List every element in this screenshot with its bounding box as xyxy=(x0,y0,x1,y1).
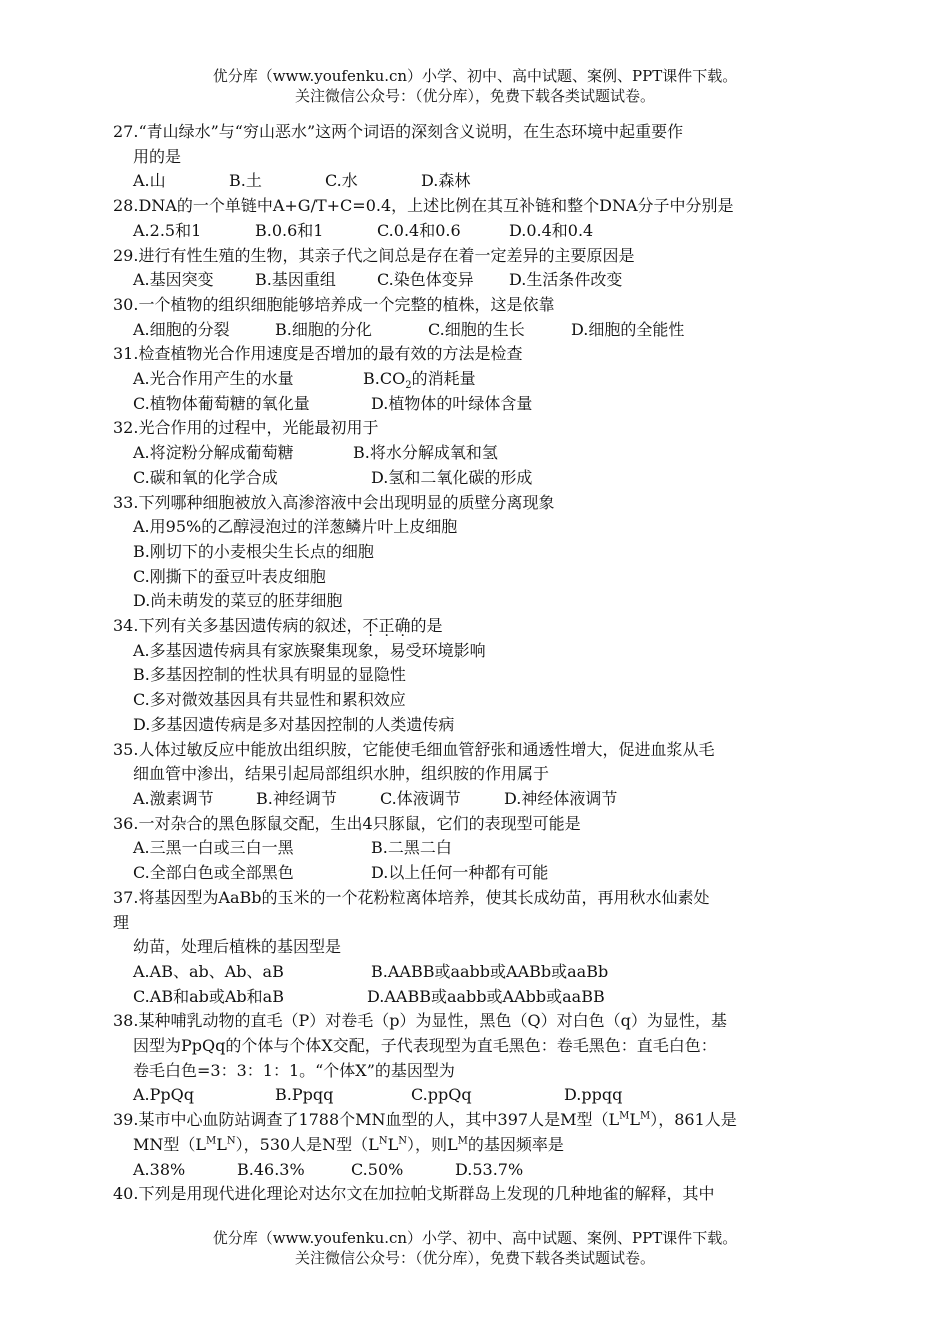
option-b: B.AABB或aabb或AABb或aaBb xyxy=(371,961,609,981)
options-row xyxy=(113,787,843,812)
emphasis-char: 不 xyxy=(362,616,379,636)
footer-line-2: 关注微信公众号：（优分库），免费下载各类试题试卷。 xyxy=(294,1249,655,1267)
option-d: D.AABB或aabb或AAbb或aaBB xyxy=(367,986,605,1006)
options-row xyxy=(113,985,843,1010)
superscript: N xyxy=(398,1135,407,1147)
header-line-1: 优分库（www.youfenku.cn）小学、初中、高中试题、案例、PPT课件下载。 xyxy=(212,67,738,85)
option-c: C.0.4和0.6 xyxy=(377,220,461,240)
option-d: D.ppqq xyxy=(564,1085,623,1105)
option-c: C.刚撕下的蚕豆叶表皮细胞 xyxy=(133,566,326,586)
question-37 xyxy=(113,886,843,1010)
option-a: A.细胞的分裂 xyxy=(133,319,230,339)
option-a: A.AB、ab、Ab、aB xyxy=(133,961,284,981)
stem-text: 34.下列有关多基因遗传病的叙述， xyxy=(113,616,363,636)
option-b-text: B.CO xyxy=(363,369,406,389)
question-stem-cont: 用的是 xyxy=(133,146,182,166)
footer-line-1: 优分库（www.youfenku.cn）小学、初中、高中试题、案例、PPT课件下载。 xyxy=(212,1229,738,1247)
question-stem: 40.下列是用现代进化理论对达尔文在加拉帕戈斯群岛上发现的几种地雀的解释，其中 xyxy=(113,1184,715,1204)
question-stem: 37.将基因型为AaBb的玉米的一个花粉粒离体培养，使其长成幼苗，再用秋水仙素处 xyxy=(113,887,710,907)
emphasis-char: 正 xyxy=(378,616,395,636)
option-b: B.神经调节 xyxy=(256,788,337,808)
question-stem-cont: 幼苗，处理后植株的基因型是 xyxy=(133,937,342,957)
question-31 xyxy=(113,342,843,416)
stem-text: ），530人是N型（L xyxy=(235,1134,379,1154)
option-d: D.以上任何一种都有可能 xyxy=(371,863,549,883)
superscript: M xyxy=(206,1135,217,1147)
option-d: D.0.4和0.4 xyxy=(509,220,594,240)
option-a: A.山 xyxy=(133,171,166,191)
options-row xyxy=(113,1083,843,1108)
question-stem: 29.进行有性生殖的生物，其亲子代之间总是存在着一定差异的主要原因是 xyxy=(113,245,635,265)
option-c: C.染色体变异 xyxy=(377,270,474,290)
question-38 xyxy=(113,1009,843,1108)
option-a: A.多基因遗传病具有家族聚集现象，易受环境影响 xyxy=(133,640,486,660)
option-c: C.AB和ab或Ab和aB xyxy=(133,986,284,1006)
option-a: A.基因突变 xyxy=(133,270,214,290)
question-stem: 35.人体过敏反应中能放出组织胺，它能使毛细血管舒张和通透性增大，促进血浆从毛 xyxy=(113,739,715,759)
header-line-2: 关注微信公众号：（优分库），免费下载各类试题试卷。 xyxy=(294,87,655,105)
question-stem: 32.光合作用的过程中，光能最初用于 xyxy=(113,418,379,438)
question-39 xyxy=(113,1108,843,1182)
option-a: A.PpQq xyxy=(133,1085,195,1105)
question-32 xyxy=(113,416,843,490)
question-33 xyxy=(113,491,843,615)
option-b-text-tail: 的消耗量 xyxy=(411,369,476,389)
question-stem: 33.下列哪种细胞被放入高渗溶液中会出现明显的质壁分离现象 xyxy=(113,492,555,512)
option-b: B.多基因控制的性状具有明显的显隐性 xyxy=(133,665,406,685)
question-29 xyxy=(113,244,843,293)
emphasis-char: 确 xyxy=(394,616,411,636)
options-row xyxy=(113,960,843,985)
question-stem: 31.检查植物光合作用速度是否增加的最有效的方法是检查 xyxy=(113,344,523,364)
option-c: C.全部白色或全部黑色 xyxy=(133,863,294,883)
question-stem: 28.DNA的一个单链中A+G/T+C=0.4，上述比例在其互补链和整个DNA分子中分别是 xyxy=(113,196,734,216)
stem-text: L xyxy=(629,1110,640,1130)
superscript: N xyxy=(226,1135,236,1147)
option-a: A.将淀粉分解成葡萄糖 xyxy=(133,443,294,463)
options-row xyxy=(113,169,843,194)
option-c: C.细胞的生长 xyxy=(428,319,525,339)
option-d: D.多基因遗传病是多对基因控制的人类遗传病 xyxy=(133,714,455,734)
stem-text: L xyxy=(216,1134,227,1154)
option-c: C.植物体葡萄糖的氧化量 xyxy=(133,393,310,413)
question-stem: 38.某种哺乳动物的直毛（P）对卷毛（p）为显性，黑色（Q）对白色（q）为显性，基 xyxy=(113,1011,727,1031)
question-stem: 30.一个植物的组织细胞能够培养成一个完整的植株，这是依靠 xyxy=(113,294,555,314)
page-header xyxy=(0,66,950,106)
question-list xyxy=(113,120,843,1207)
option-c: C.碳和氧的化学合成 xyxy=(133,467,278,487)
stem-text: ），则L xyxy=(406,1134,458,1154)
stem-text-tail: 的基因频率是 xyxy=(467,1134,564,1154)
option-d: D.53.7% xyxy=(455,1159,524,1179)
question-35 xyxy=(113,738,843,812)
options-row xyxy=(113,367,843,392)
option-b: B.土 xyxy=(229,171,262,191)
option-b: B.二黑二白 xyxy=(371,838,452,858)
question-30 xyxy=(113,293,843,342)
option-c: C.50% xyxy=(351,1159,404,1179)
option-a: A.光合作用产生的水量 xyxy=(133,369,294,389)
question-28 xyxy=(113,194,843,243)
options-row xyxy=(113,392,843,417)
question-36 xyxy=(113,812,843,886)
stem-text-tail: ），861人是 xyxy=(650,1110,737,1130)
option-b: B.46.3% xyxy=(237,1159,305,1179)
option-b: B.基因重组 xyxy=(255,270,336,290)
options-row xyxy=(113,1158,843,1183)
option-b: B.Ppqq xyxy=(275,1085,334,1105)
option-a: A.2.5和1 xyxy=(133,220,202,240)
options-row xyxy=(113,219,843,244)
options-row xyxy=(113,318,843,343)
question-stem-cont: 卷毛白色=3：3：1：1。“个体X”的基因型为 xyxy=(133,1060,455,1080)
question-27 xyxy=(113,120,843,194)
page-footer xyxy=(0,1228,950,1268)
options-row xyxy=(113,441,843,466)
superscript: M xyxy=(457,1135,468,1147)
question-40 xyxy=(113,1182,843,1207)
option-a: A.三黑一白或三白一黑 xyxy=(133,838,294,858)
stem-text: 39.某市中心血防站调查了1788个MN血型的人，其中397人是M型（L xyxy=(113,1110,620,1130)
option-a: A.38% xyxy=(133,1159,186,1179)
option-b: B.将水分解成氧和氢 xyxy=(353,443,498,463)
option-a: A.用95%的乙醇浸泡过的洋葱鳞片叶上皮细胞 xyxy=(133,517,458,537)
option-d: D.尚未萌发的菜豆的胚芽细胞 xyxy=(133,591,343,611)
question-stem-cont: 细血管中渗出，结果引起局部组织水肿，组织胺的作用属于 xyxy=(133,764,550,784)
option-c: C.多对微效基因具有共显性和累积效应 xyxy=(133,690,406,710)
superscript: N xyxy=(378,1135,388,1147)
option-d: D.森林 xyxy=(421,171,471,191)
option-c: C.体液调节 xyxy=(380,788,461,808)
stem-text: L xyxy=(387,1134,399,1154)
question-stem-cont: 理 xyxy=(113,912,130,932)
option-b: B.0.6和1 xyxy=(255,220,324,240)
option-b: B.刚切下的小麦根尖生长点的细胞 xyxy=(133,541,374,561)
question-stem xyxy=(113,614,843,639)
options-row xyxy=(113,466,843,491)
question-stem: 27.“青山绿水”与“穷山恶水”这两个词语的深刻含义说明，在生态环境中起重要作 xyxy=(113,122,684,141)
option-c: C.ppQq xyxy=(411,1085,472,1105)
stem-text: MN型（L xyxy=(133,1134,207,1154)
option-d: D.植物体的叶绿体含量 xyxy=(371,393,533,413)
question-34 xyxy=(113,614,843,738)
option-c: C.水 xyxy=(325,171,358,191)
question-stem-cont: 因型为PpQq的个体与个体X交配，子代表现型为直毛黑色：卷毛黑色：直毛白色： xyxy=(133,1036,717,1056)
question-stem-cont xyxy=(113,1133,843,1158)
question-stem: 36.一对杂合的黑色豚鼠交配，生出4只豚鼠，它们的表现型可能是 xyxy=(113,813,581,833)
options-row xyxy=(113,836,843,861)
stem-text-tail: 的是 xyxy=(410,616,443,636)
options-row xyxy=(113,268,843,293)
option-d: D.神经体液调节 xyxy=(504,788,618,808)
superscript: M xyxy=(619,1110,630,1122)
superscript: M xyxy=(639,1110,651,1122)
option-b: B.细胞的分化 xyxy=(275,319,372,339)
option-d: D.生活条件改变 xyxy=(509,270,623,290)
option-b xyxy=(363,367,476,392)
options-row xyxy=(113,861,843,886)
option-d: D.细胞的全能性 xyxy=(571,319,685,339)
question-stem xyxy=(113,1108,843,1133)
option-d: D.氢和二氧化碳的形成 xyxy=(371,467,533,487)
subscript: 2 xyxy=(405,380,412,392)
option-a: A.激素调节 xyxy=(133,788,214,808)
